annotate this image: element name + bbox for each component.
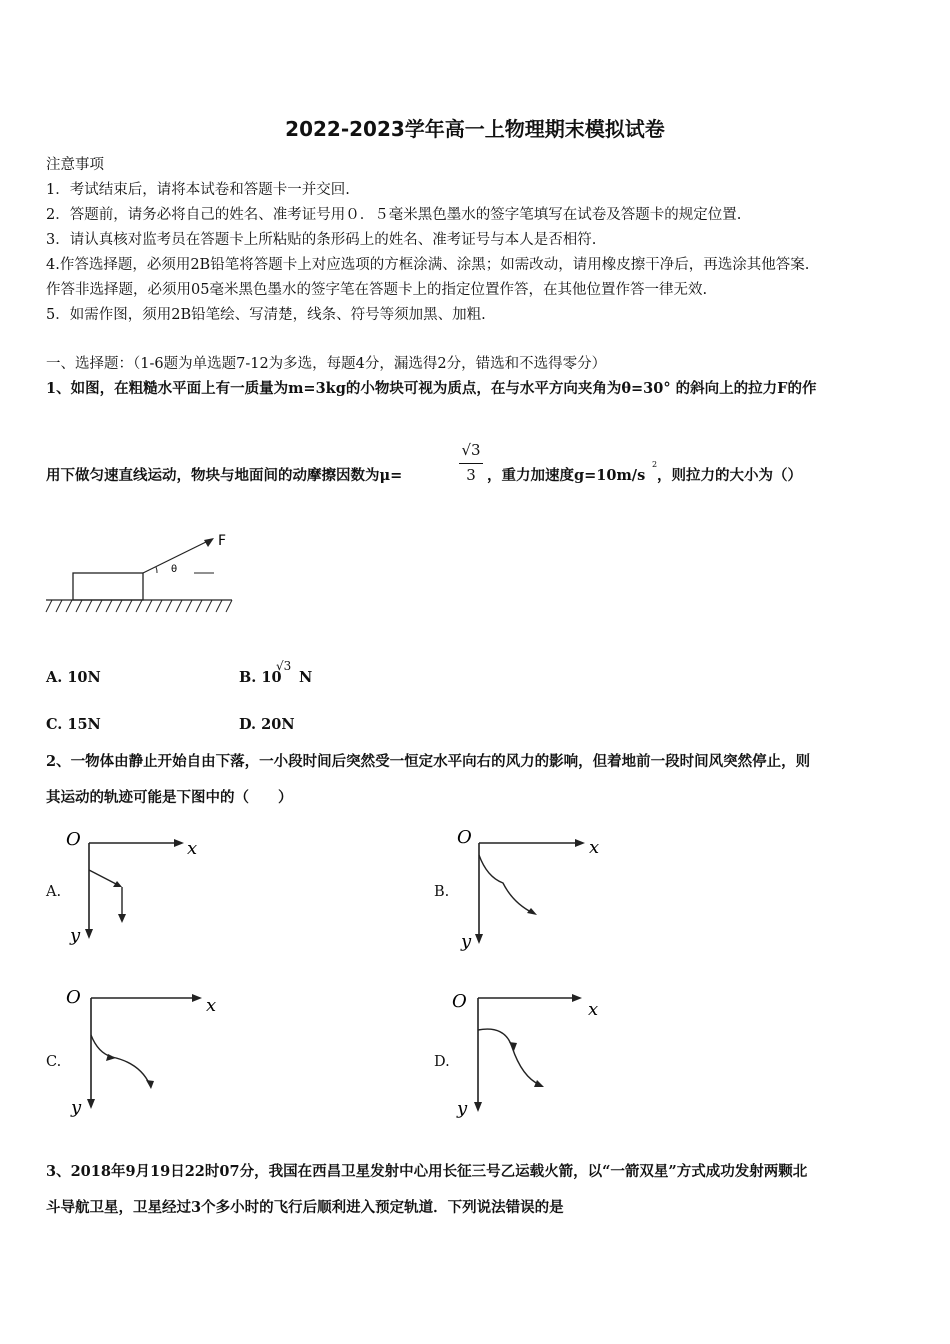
q2-stem-line1: 2、一物体由静止开始自由下落，一小段时间后突然受一恒定水平向右的风力的影响，但着地前一段时间风突然停止，则 <box>46 753 811 770</box>
q1-stem-line2a: 用下做匀速直线运动，物块与地面间的动摩擦因数为μ= <box>46 467 403 484</box>
q1-figure-force-label: F <box>218 533 227 549</box>
q2-label-c: C. <box>46 1054 62 1070</box>
q2-c-y-label: y <box>71 1097 82 1118</box>
q1-option-b-prefix: B. 10 <box>239 669 282 686</box>
q1-stem-line1: 1、如图，在粗糙水平面上有一质量为m=3kg的小物块可视为质点，在与水平方向夹角为θ=30° 的斜向上的拉力F的作 <box>46 380 817 397</box>
q2-stem-line2: 其运动的轨迹可能是下图中的（ ） <box>46 789 293 806</box>
q2-label-b: B. <box>434 884 450 900</box>
q2-a-y-label: y <box>70 925 81 946</box>
q2-c-origin-label: O <box>66 987 81 1008</box>
q2-graph-b <box>455 825 625 950</box>
q3-stem-line1: 3、2018年9月19日22时07分，我国在西昌卫星发射中心用长征三号乙运载火箭，以“一箭双星”方式成功发射两颗北 <box>46 1163 808 1180</box>
q1-option-d: D. 20N <box>239 716 295 733</box>
page-title: 2022-2023学年高一上物理期末模拟试卷 <box>285 117 665 141</box>
notice-item: 5．如需作图，须用2B铅笔绘、写清楚，线条、符号等须加黑、加粗. <box>46 307 486 323</box>
q3-stem-line2: 斗导航卫星，卫星经过3个多小时的飞行后顺利进入预定轨道．下列说法错误的是 <box>46 1199 564 1216</box>
q1-option-b-suffix: N <box>299 669 313 686</box>
notice-item: 作答非选择题，必须用05毫米黑色墨水的签字笔在答题卡上的指定位置作答，在其他位置作答一律无效. <box>46 282 708 298</box>
q2-a-origin-label: O <box>66 829 81 850</box>
notice-item: 2．答题前，请务必将自己的姓名、准考证号用０．５毫米黑色墨水的签字笔填写在试卷及答题卡的规定位置. <box>46 207 742 223</box>
notice-item: 4.作答选择题，必须用2B铅笔将答题卡上对应选项的方框涂满、涂黑；如需改动，请用橡皮擦干净后，再选涂其他答案. <box>46 257 810 273</box>
q1-fraction-numerator: √3 <box>461 441 481 459</box>
q1-figure <box>44 530 244 620</box>
q1-option-c: C. 15N <box>46 716 101 733</box>
q2-d-y-label: y <box>457 1098 468 1119</box>
q1-stem-line2c: ，则拉力的大小为（） <box>657 467 802 484</box>
q2-b-y-label: y <box>461 931 472 952</box>
q2-a-x-label: x <box>187 838 198 859</box>
q1-option-b-root: √3 <box>276 659 292 673</box>
q1-superscript: 2 <box>652 460 658 469</box>
notice-item: 1．考试结束后，请将本试卷和答题卡一并交回. <box>46 182 350 198</box>
q1-fraction-bar <box>459 463 483 464</box>
q1-stem-line2b: ，重力加速度g=10m/s <box>487 467 646 484</box>
q2-c-x-label: x <box>206 995 217 1016</box>
q2-d-origin-label: O <box>452 991 467 1012</box>
q1-figure-angle-label: θ <box>171 564 178 575</box>
q2-label-d: D. <box>434 1054 450 1070</box>
q2-b-origin-label: O <box>457 827 472 848</box>
q2-d-x-label: x <box>588 999 599 1020</box>
section-heading: 一、选择题：（1-6题为单选题7-12为多选，每题4分，漏选得2分，错选和不选得零分） <box>46 356 607 372</box>
q2-b-x-label: x <box>589 837 600 858</box>
q2-graph-c <box>60 985 240 1118</box>
q2-graph-a <box>60 825 220 945</box>
q2-graph-d <box>450 985 620 1119</box>
q1-option-a: A. 10N <box>46 669 101 686</box>
notice-item: 3．请认真核对监考员在答题卡上所粘贴的条形码上的姓名、准考证号与本人是否相符. <box>46 232 597 248</box>
notice-heading: 注意事项 <box>46 157 104 173</box>
q1-fraction-denominator: 3 <box>466 466 476 484</box>
q2-label-a: A. <box>46 884 62 900</box>
